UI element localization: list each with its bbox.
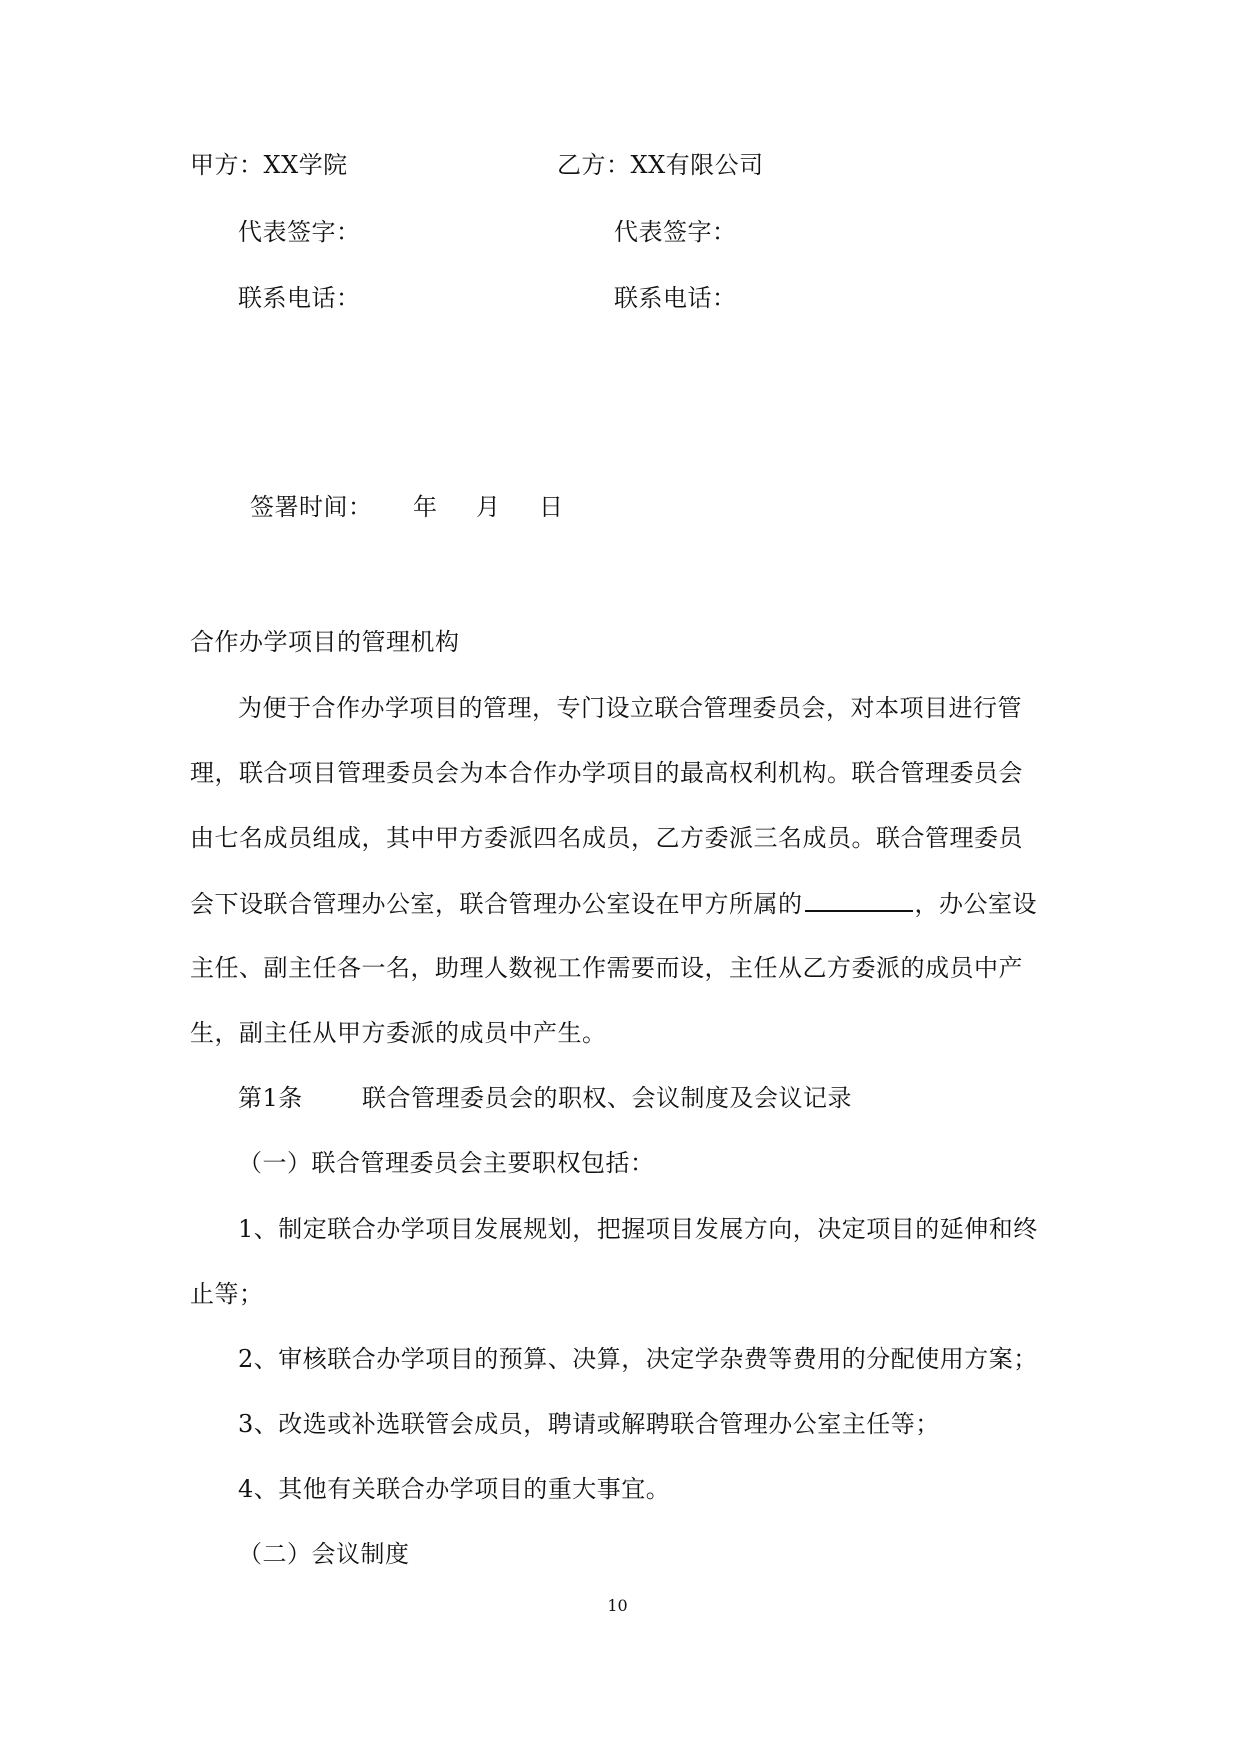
sign-day: 日 [539, 493, 564, 521]
phone-b-label: 联系电话： [614, 284, 737, 312]
list-item: 1、制定联合办学项目发展规划，把握项目发展方向，决定项目的延伸和终 [238, 1215, 1038, 1243]
paragraph-line: 理，联合项目管理委员会为本合作办学项目的最高权利机构。联合管理委员会 [190, 759, 1023, 787]
paragraph-text: ，办公室设 [914, 890, 1037, 918]
rep-sign-b-label: 代表签字： [614, 218, 737, 246]
paragraph-line: 由七名成员组成，其中甲方委派四名成员，乙方委派三名成员。联合管理委员 [190, 824, 1023, 852]
sign-month: 月 [476, 493, 501, 521]
article-number: 第1条 [238, 1084, 303, 1112]
phone-a-label: 联系电话： [238, 284, 361, 312]
party-a-label: 甲方：XX学院 [190, 151, 348, 179]
paragraph-line: 生，副主任从甲方委派的成员中产生。 [190, 1019, 607, 1047]
paragraph-line-with-blank [190, 888, 1037, 919]
section-heading: 合作办学项目的管理机构 [190, 628, 460, 656]
party-b-label: 乙方：XX有限公司 [557, 151, 764, 179]
rep-sign-a-label: 代表签字： [238, 218, 361, 246]
list-item: 2、审核联合办学项目的预算、决算，决定学杂费等费用的分配使用方案； [238, 1345, 1038, 1373]
page-number: 10 [607, 1596, 628, 1615]
paragraph-line: 为便于合作办学项目的管理，专门设立联合管理委员会，对本项目进行管 [238, 694, 1022, 722]
sign-year: 年 [413, 493, 438, 521]
sign-time-label: 签署时间： [250, 493, 373, 521]
subsection-heading: （二）会议制度 [238, 1540, 410, 1568]
paragraph-line: 主任、副主任各一名，助理人数视工作需要而设，主任从乙方委派的成员中产 [190, 954, 1023, 982]
paragraph-text: 会下设联合管理办公室，联合管理办公室设在甲方所属的 [190, 890, 803, 918]
article-title: 联合管理委员会的职权、会议制度及会议记录 [362, 1084, 852, 1112]
list-item: 4、其他有关联合办学项目的重大事宜。 [238, 1475, 671, 1503]
fill-in-blank [805, 888, 913, 912]
list-item-continuation: 止等； [190, 1280, 264, 1308]
subsection-heading: （一）联合管理委员会主要职权包括： [238, 1149, 655, 1177]
list-item: 3、改选或补选联管会成员，聘请或解聘联合管理办公室主任等； [238, 1410, 940, 1438]
